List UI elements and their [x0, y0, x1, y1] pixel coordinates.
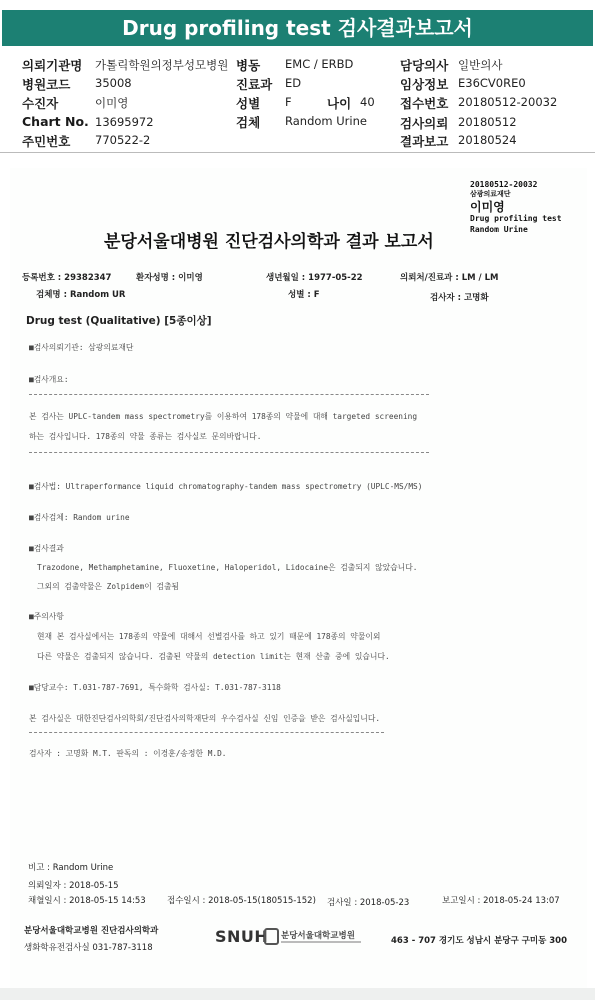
header-value-hospital-code: 35008 — [95, 76, 132, 90]
header-value-request-date: 20180512 — [458, 115, 517, 129]
header-label-doctor: 담당의사 — [400, 58, 449, 73]
header-value-institution: 가톨릭학원의정부성모병원 — [95, 58, 229, 72]
specimen-name: 검체명 : Random UR — [36, 290, 126, 300]
stamp-lab: 삼광의료재단 — [470, 190, 511, 198]
header-value-report-date: 20180524 — [458, 133, 517, 147]
logo-text: SNUH — [215, 927, 269, 946]
note: 비고 : Random Urine — [28, 863, 114, 873]
report-line-certification: 본 검사실은 대한진단검사의학회/진단검사의학재단의 우수검사실 신임 인증을 받은 검사실입니다. — [29, 714, 381, 723]
header-label-department: 진료과 — [236, 77, 273, 92]
collection-date: 채혈일시 : 2018-05-15 14:53 — [28, 896, 146, 906]
header-value-resident-no: 770522-2 — [95, 133, 151, 147]
report-line-signatures: 검사자 : 고명화 M.T. 판독의 : 이경훈/송정한 M.D. — [29, 749, 227, 758]
patient-sex: 성별 : F — [288, 290, 320, 300]
stamp-receipt-no: 20180512-20032 — [470, 180, 538, 189]
header-label-hospital-code: 병원코드 — [22, 77, 71, 92]
report-line-caution-1: 현재 본 검사실에서는 178종의 약물에 대해서 선별검사를 하고 있기 때문에 178종의 약물이외 — [37, 632, 381, 641]
header-label-age: 나이 — [327, 96, 352, 111]
test-name: Drug test (Qualitative) [5종이상] — [26, 315, 212, 327]
header-value-ward: EMC / ERBD — [285, 57, 354, 71]
header-value-chart-no: 13695972 — [95, 115, 154, 129]
registration-no: 등록번호 : 29382347 — [22, 273, 112, 283]
report-line-institution: ■검사의뢰기관: 삼광의료재단 — [29, 343, 134, 352]
report-line-overview-1: 본 검사는 UPLC-tandem mass spectrometry를 이용하여 178종의 약물에 대해 targeted screening — [29, 412, 418, 421]
header-value-patient: 이미영 — [95, 96, 129, 110]
header-value-age: 40 — [360, 95, 375, 109]
header-value-sex: F — [285, 95, 292, 109]
header-label-receipt-no: 접수번호 — [400, 96, 449, 111]
stamp-patient: 이미영 — [470, 200, 505, 214]
report-line-caution-heading: ■주의사항 — [29, 612, 64, 621]
footer-lab-phone: 생화학유전검사실 031-787-3118 — [24, 943, 153, 953]
report-line-method: ■검사법: Ultraperformance liquid chromatography-tandem mass spectrometry (UPLC-MS/MS) — [29, 482, 423, 491]
header-label-clinical-info: 임상정보 — [400, 77, 449, 92]
header-label-resident-no: 주민번호 — [22, 134, 71, 149]
report-line-specimen: ■검사검체: Random urine — [29, 513, 130, 522]
report-line-contact: ■담당교수: T.031-787-7691, 특수화학 검사실: T.031-787-3118 — [29, 683, 281, 692]
header-divider — [0, 152, 595, 153]
hospital-report-title: 분당서울대병원 진단검사의학과 결과 보고서 — [104, 232, 434, 252]
header-value-clinical-info: E36CV0RE0 — [458, 76, 526, 90]
logo-subtitle: 분당서울대학교병원 — [281, 931, 355, 941]
header-label-report-date: 결과보고 — [400, 134, 449, 149]
stamp-specimen: Random Urine — [470, 225, 528, 234]
divider-dashed — [29, 452, 429, 453]
divider-dashed — [29, 394, 429, 395]
test-date: 검사일 : 2018-05-23 — [327, 898, 410, 908]
logo-underline — [281, 941, 361, 943]
report-title: Drug profiling test 검사결과보고서 — [2, 10, 593, 46]
header-label-patient: 수진자 — [22, 96, 59, 111]
header-label-chart-no: Chart No. — [22, 114, 89, 129]
header-value-doctor: 일반의사 — [458, 58, 503, 72]
title-bar — [0, 0, 595, 58]
header-label-institution: 의뢰기관명 — [22, 58, 83, 73]
header-value-receipt-no: 20180512-20032 — [458, 95, 558, 109]
report-line-result-1: Trazodone, Methamphetamine, Fluoxetine, Haloperidol, Lidocaine은 검출되지 않았습니다. — [37, 563, 418, 572]
header-label-sex: 성별 — [236, 96, 261, 111]
header-value-department: ED — [285, 76, 302, 90]
report-line-result-2: 그외의 검출약물은 Zolpidem이 검출됨 — [37, 582, 180, 591]
report-line-caution-2: 다른 약물은 검출되지 않습니다. 검출된 약물의 detection limit는 현재 산출 중에 있습니다. — [37, 652, 390, 661]
referring-dept: 의뢰처/진료과 : LM / LM — [400, 273, 499, 283]
bottom-edge — [0, 988, 595, 1000]
header-label-request-date: 검사의뢰 — [400, 116, 449, 131]
stamp-test: Drug profiling test — [470, 214, 562, 223]
birth-date: 생년월일 : 1977-05-22 — [266, 273, 363, 283]
footer-address: 463 - 707 경기도 성남시 분당구 구미동 300 — [391, 936, 568, 946]
logo-mark-icon — [264, 928, 279, 945]
header-label-ward: 병동 — [236, 58, 261, 73]
report-line-overview-heading: ■검사개요: — [29, 375, 69, 384]
report-date: 보고일시 : 2018-05-24 13:07 — [442, 896, 560, 906]
patient-name: 환자성명 : 이미영 — [136, 273, 203, 283]
footer-department: 분당서울대학교병원 진단검사의학과 — [24, 926, 159, 936]
receipt-date: 접수일시 : 2018-05-15(180515-152) — [167, 896, 316, 906]
examiner: 검사자 : 고명화 — [430, 293, 489, 303]
header-label-specimen: 검체 — [236, 115, 261, 130]
report-line-overview-2: 하는 검사입니다. 178종의 약물 종류는 검사실로 문의바랍니다. — [29, 432, 262, 441]
report-line-results-heading: ■검사결과 — [29, 544, 64, 553]
divider-dashed — [29, 732, 384, 733]
header-value-specimen: Random Urine — [285, 114, 367, 128]
request-date: 의뢰일자 : 2018-05-15 — [28, 881, 119, 891]
